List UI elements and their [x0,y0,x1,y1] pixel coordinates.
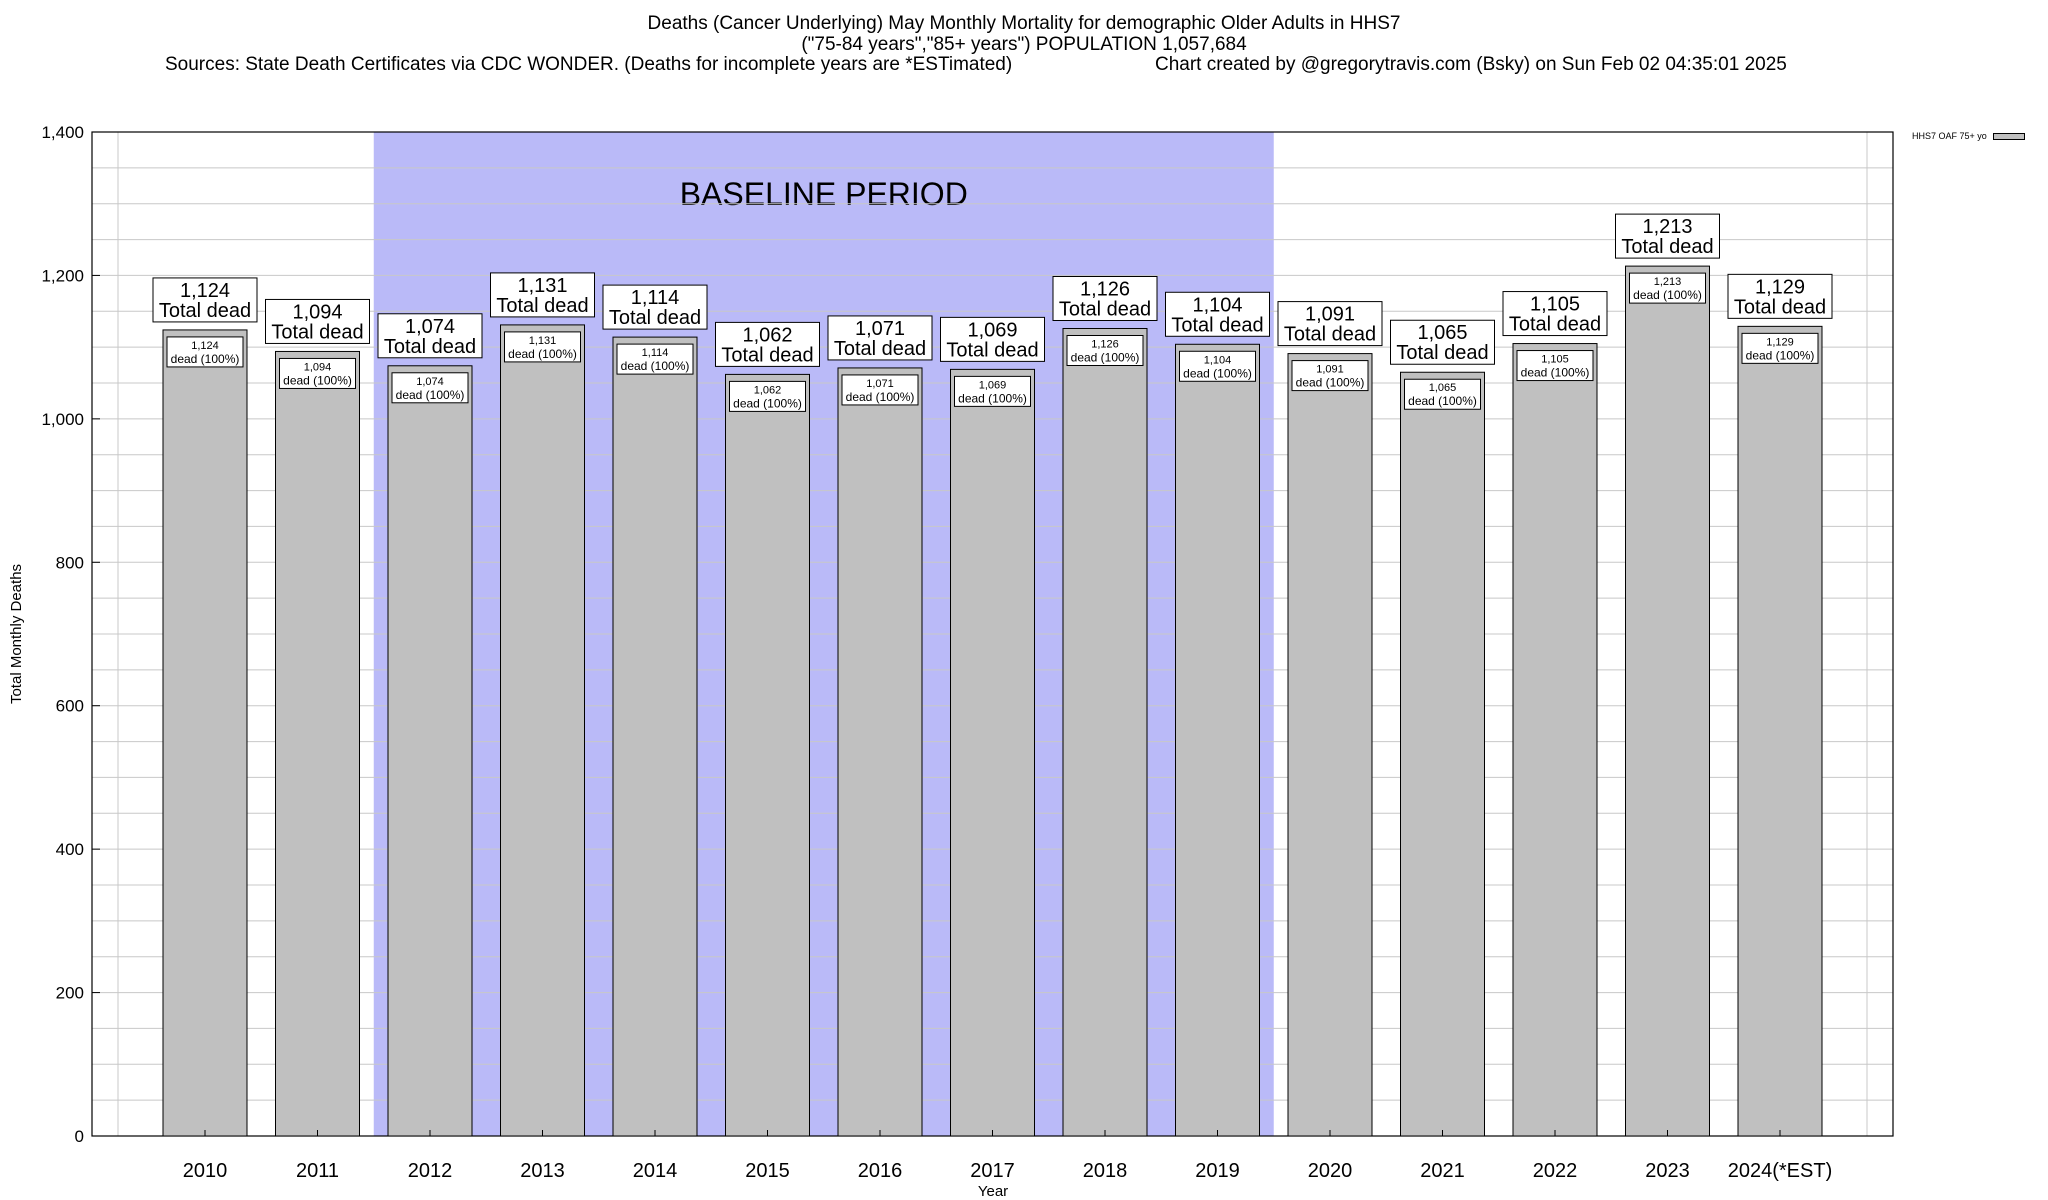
outer-label-value: 1,091 [1304,303,1356,326]
baseline-label: BASELINE PERIOD [679,176,968,212]
bar [726,374,810,1136]
x-tick-label: 2013 [520,1160,565,1182]
inner-label-value: 1,091 [1316,363,1344,376]
outer-label-value: 1,213 [1642,216,1693,239]
bar [1176,344,1260,1136]
inner-label-value: 1,094 [303,361,332,374]
bar [951,369,1035,1136]
inner-label-text: dead (100%) [1520,365,1590,380]
x-tick-label: 2016 [857,1160,903,1182]
bar [838,368,922,1136]
x-tick-label: 2024(*EST) [1727,1160,1833,1182]
y-tick-label: 600 [55,696,84,716]
inner-label-value: 1,105 [1541,353,1569,366]
inner-label-text: dead (100%) [620,359,690,374]
bar [1063,328,1147,1136]
outer-label-text: Total dead [946,339,1039,362]
x-tick-label: 2020 [1307,1160,1353,1182]
inner-label-value: 1,131 [528,334,557,347]
y-tick-label: 1,200 [41,266,84,286]
bar [388,366,472,1136]
outer-label-text: Total dead [1396,342,1489,365]
outer-label-value: 1,129 [1754,276,1806,299]
inner-label-text: dead (100%) [1183,366,1252,381]
outer-label-value: 1,094 [292,301,343,324]
y-tick-label: 400 [55,840,84,860]
outer-label-value: 1,071 [854,317,906,340]
outer-label-text: Total dead [158,299,252,322]
inner-label-text: dead (100%) [1070,350,1140,365]
inner-label-value: 1,124 [191,339,219,352]
outer-label-text: Total dead [721,344,814,367]
legend-label: HHS7 OAF 75+ yo [1912,131,1987,141]
inner-label-text: dead (100%) [283,373,352,388]
outer-label-text: Total dead [1733,296,1827,319]
x-tick-label: 2010 [182,1160,228,1182]
inner-label-text: dead (100%) [845,389,915,404]
bar [163,330,247,1136]
y-tick-label: 200 [55,983,84,1003]
outer-label-value: 1,069 [967,319,1018,342]
outer-label-text: Total dead [1058,298,1152,321]
outer-label-value: 1,114 [630,287,680,310]
inner-label-value: 1,074 [416,375,444,388]
outer-label-value: 1,124 [179,279,231,302]
outer-label-value: 1,062 [742,324,793,347]
x-tick-label: 2023 [1645,1160,1690,1182]
inner-label-text: dead (100%) [508,346,577,361]
bar [276,351,360,1136]
y-tick-label: 1,000 [41,409,84,429]
x-tick-label: 2019 [1195,1160,1240,1182]
inner-label-text: dead (100%) [1295,375,1365,390]
x-tick-label: 2011 [295,1160,340,1182]
chart-credit: Chart created by @gregorytravis.com (Bsky) on Sun Feb 02 04:35:01 2025 [1155,54,1787,75]
legend-swatch [1993,133,2025,140]
legend [1912,131,2025,141]
outer-label-text: Total dead [1283,323,1377,346]
y-tick-label: 0 [74,1127,84,1146]
x-tick-label: 2021 [1420,1160,1465,1182]
y-tick-label: 1,400 [41,123,84,142]
inner-label-value: 1,114 [641,347,669,360]
outer-label-value: 1,065 [1417,322,1468,345]
inner-label-value: 1,069 [978,379,1007,392]
outer-label-value: 1,105 [1529,293,1581,316]
inner-label-value: 1,065 [1428,382,1457,395]
outer-label-text: Total dead [383,335,477,358]
outer-label-text: Total dead [1621,236,1714,259]
x-tick-label: 2015 [745,1160,790,1182]
bar [501,325,585,1136]
inner-label-value: 1,104 [1203,354,1232,367]
inner-label-text: dead (100%) [1408,394,1477,409]
outer-label-text: Total dead [1171,314,1264,337]
inner-label-text: dead (100%) [395,387,465,402]
y-axis-label: Total Monthly Deaths [8,563,25,705]
inner-label-text: dead (100%) [170,351,240,366]
bar [1513,344,1597,1136]
y-tick-label: 800 [55,553,84,573]
outer-label-value: 1,104 [1192,294,1243,317]
inner-label-text: dead (100%) [958,391,1027,406]
inner-label-value: 1,126 [1091,338,1119,351]
outer-label-value: 1,074 [404,315,456,338]
chart-subtitle: ("75-84 years","85+ years") POPULATION 1,057,684 [801,34,1247,55]
outer-label-text: Total dead [1508,313,1602,336]
inner-label-text: dead (100%) [733,396,802,411]
x-tick-label: 2017 [970,1160,1015,1182]
bar [1401,372,1485,1136]
outer-label-text: Total dead [833,337,927,360]
inner-label-value: 1,062 [753,384,782,397]
bar [1626,266,1710,1136]
outer-label-text: Total dead [496,294,589,317]
inner-label-value: 1,213 [1653,276,1682,289]
x-tick-label: 2014 [632,1160,678,1182]
outer-label-text: Total dead [608,307,702,330]
x-tick-label: 2022 [1532,1160,1578,1182]
bar [1288,354,1372,1136]
x-tick-label: 2018 [1082,1160,1128,1182]
outer-label-text: Total dead [271,321,364,344]
inner-label-value: 1,071 [866,377,894,390]
inner-label-text: dead (100%) [1633,288,1702,303]
outer-label-value: 1,131 [517,274,568,297]
bar [1738,326,1822,1136]
bar [613,337,697,1136]
sources-note: Sources: State Death Certificates via CDC WONDER. (Deaths for incomplete years are *ESTimated) [165,54,1013,75]
inner-label-text: dead (100%) [1745,348,1815,363]
chart-title: Deaths (Cancer Underlying) May Monthly Mortality for demographic Older Adults in HHS7 [647,13,1401,34]
x-tick-label: 2012 [407,1160,453,1182]
inner-label-value: 1,129 [1766,336,1794,349]
outer-label-value: 1,126 [1079,278,1131,301]
x-axis-label: Year [977,1183,1009,1200]
